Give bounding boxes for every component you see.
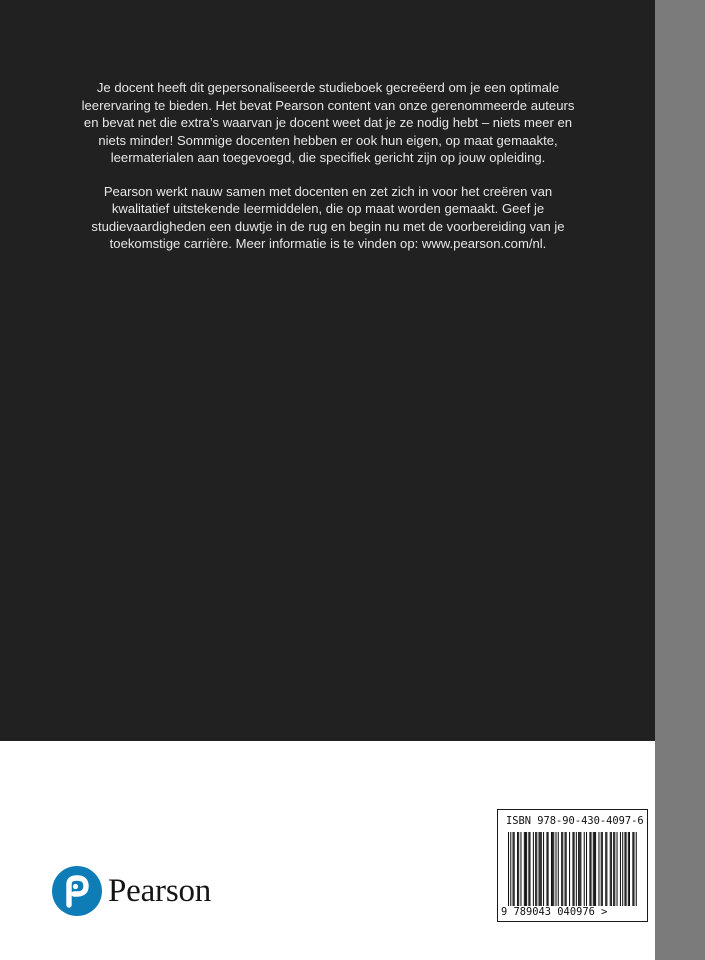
barcode-digits: 9 789043 040976 > [501, 906, 608, 918]
isbn-barcode-block [497, 809, 648, 922]
blurb-text [78, 79, 578, 253]
blurb-paragraph-1: Je docent heeft dit gepersonaliseerde studieboek gecreëerd om je een optimale leerervaring te bieden. Het bevat Pearson content van onze gerenommeerde auteurs en bevat net die extra’s waarvan je docent weet dat je ze nodig hebt – niets meer en niets minder! Sommige docenten hebben er ook hun eigen, op maat gemaakte, leermaterialen aan toegevoegd, die specifiek gericht zijn op jouw opleiding. [81, 80, 575, 165]
pearson-p-icon [52, 866, 102, 916]
barcode [508, 832, 638, 906]
spine-edge [655, 0, 705, 960]
pearson-logo [52, 866, 211, 916]
isbn-label: ISBN 978-90-430-4097-6 [506, 815, 644, 827]
blurb-paragraph-2: Pearson werkt nauw samen met docenten en zet zich in voor het creëren van kwalitatief uitstekende leermiddelen, die op maat worden gemaakt. Geef je studievaardigheden een duwtje in de rug en begin nu met de voorbereiding van je toekomstige carrière. Meer informatie is te vinden op: www.pearson.com/nl. [91, 183, 565, 251]
pearson-wordmark: Pearson [108, 872, 212, 909]
